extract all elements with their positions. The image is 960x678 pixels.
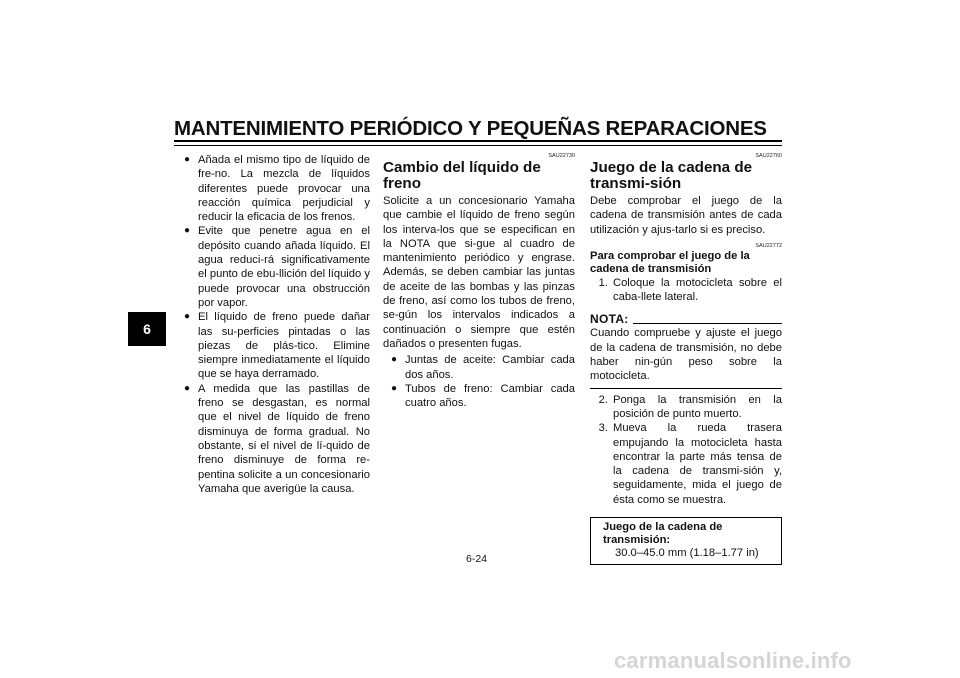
bullet-item — [184, 382, 370, 496]
step-text: Coloque la motocicleta sobre el caba-llete lateral. — [613, 276, 782, 304]
bullet-icon: ● — [184, 154, 191, 165]
bullet-item — [184, 153, 370, 224]
bullet-item — [391, 353, 575, 382]
column-2 — [383, 153, 575, 410]
bullet-icon: ● — [391, 354, 398, 366]
paragraph: Solicite a un concesionario Yamaha que cambie el líquido de freno según los interva-los que se especifican en la NOTA que si-gue al cuadro de mantenimiento periódico y engrase. Además, se deben cambiar las juntas de aceite de las bombas y las pinzas de freno, así como los tubos de freno, se-gún los intervalos indicados a continuación o siempre que estén dañados o presenten fugas. — [383, 195, 575, 350]
section-code: SAU22760 — [755, 153, 782, 159]
subheading: Para comprobar el juego de la cadena de transmisión — [590, 249, 750, 275]
column-1 — [184, 153, 370, 496]
step-text: Ponga la transmisión en la posición de punto muerto. — [613, 393, 782, 420]
step-number: 3. — [598, 422, 608, 435]
note-header — [590, 312, 782, 326]
watermark: carmanualsonline.info — [614, 648, 852, 673]
section-title: Cambio del líquido de freno — [383, 159, 541, 192]
page-number: 6-24 — [466, 553, 488, 565]
header-rule-thin — [174, 145, 782, 146]
column-3 — [590, 153, 782, 565]
section-title: Juego de la cadena de transmi-sión — [590, 159, 753, 192]
bullet-icon: ● — [184, 382, 191, 394]
note-rule — [633, 323, 782, 324]
bullet-text: El líquido de freno puede dañar las su-perficies pintadas o las piezas de plás-tico. Elimine siempre inmediatamente el líquido que se haya derramado. — [198, 311, 370, 381]
spec-value: 30.0–45.0 mm (1.18–1.77 in) — [615, 547, 759, 560]
bullet-icon: ● — [184, 225, 191, 237]
bullet-item — [184, 310, 370, 381]
bullet-item — [184, 224, 370, 310]
step-item — [590, 393, 782, 422]
note-label: NOTA: — [590, 312, 629, 327]
bullet-text: Añada el mismo tipo de líquido de fre-no. La mezcla de líquidos diferentes puede provocar una reacción química perjudicial y reducir la eficacia de los frenos. — [198, 154, 370, 224]
bullet-text: Evite que penetre agua en el depósito cuando añada líquido. El agua reduci-rá significativamente el punto de ebu-llición del líquido y puede provocar una obstrucción por vapor. — [198, 225, 370, 309]
chapter-tab: 6 — [128, 312, 166, 346]
section-code: SAU22730 — [548, 153, 575, 159]
step-number: 1. — [598, 276, 608, 289]
bullet-text: Juntas de aceite: Cambiar cada dos años. — [405, 354, 575, 381]
spec-label: Juego de la cadena de transmisión: — [603, 521, 723, 547]
paragraph: Debe comprobar el juego de la cadena de transmisión antes de cada utilización y ajus-tarlo si es preciso. — [590, 195, 782, 236]
spec-box — [590, 517, 782, 565]
bullet-list — [383, 353, 575, 410]
bullet-icon: ● — [184, 311, 191, 323]
note-end-rule — [590, 388, 782, 389]
bullet-text: A medida que las pastillas de freno se desgastan, es normal que el nivel de líquido de freno disminuya de forma gradual. No obstante, si el nivel de lí-quido de freno disminuye de forma re-pentina solicite a un concesionario Yamaha que averigüe la causa. — [198, 382, 370, 495]
step-item — [590, 421, 782, 507]
bullet-icon: ● — [391, 382, 398, 394]
step-text: Mueva la rueda trasera empujando la motocicleta hasta encontrar la parte más tensa de la cadena de transmi-sión y, seguidamente, mida el juego de ésta como se muestra. — [613, 422, 782, 506]
bullet-text: Tubos de freno: Cambiar cada cuatro años. — [405, 382, 575, 410]
section-code: SAU22772 — [755, 242, 782, 249]
bullet-item — [391, 382, 575, 411]
page-title: MANTENIMIENTO PERIÓDICO Y PEQUEÑAS REPARACIONES — [174, 117, 767, 140]
step-item — [590, 276, 782, 305]
step-number: 2. — [598, 393, 608, 406]
note-text: Cuando compruebe y ajuste el juego de la cadena de transmisión, no debe haber nin-gún peso sobre la motocicleta. — [590, 327, 782, 383]
header-rule — [174, 140, 782, 142]
